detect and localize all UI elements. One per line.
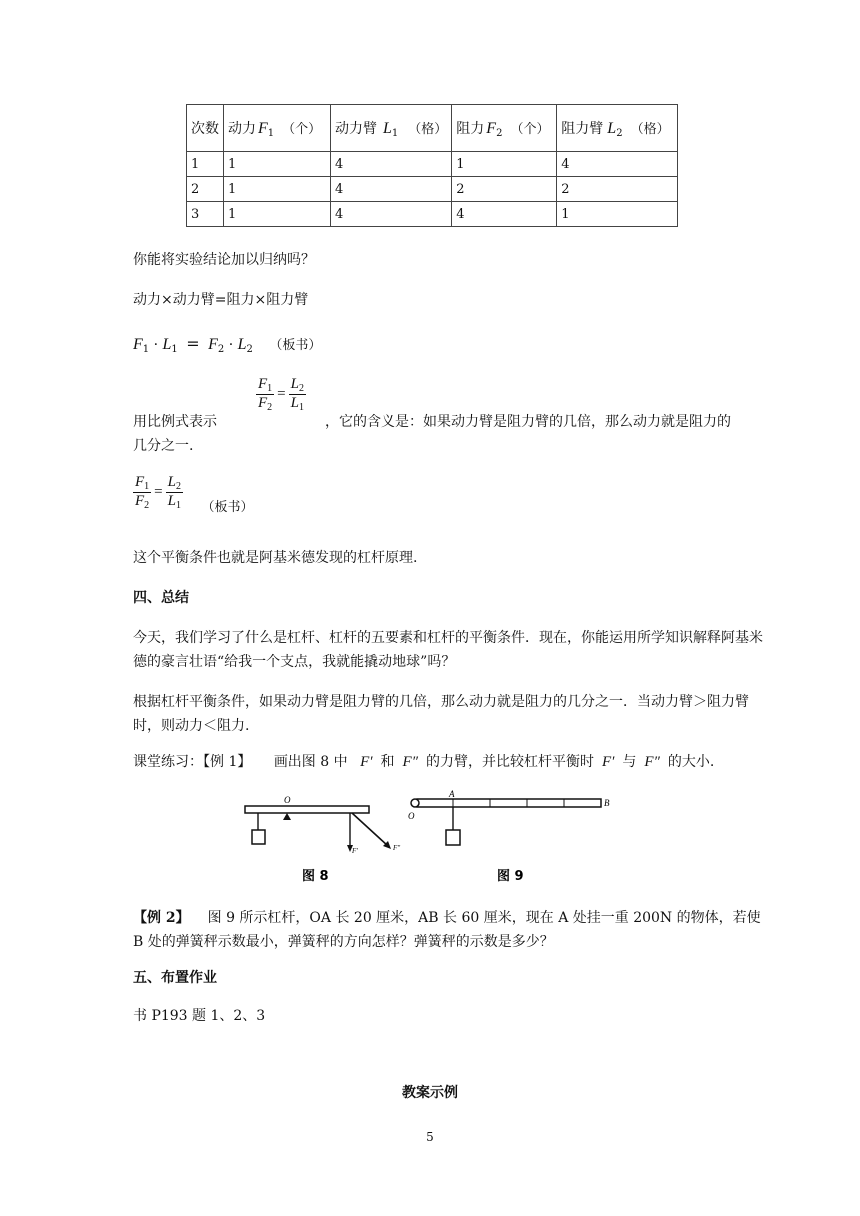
frac-l1: L [167,493,176,509]
header-l2-symbol: L [607,119,617,137]
header-l2-unit: （格） [630,121,670,137]
header-f1-label: 动力 [228,120,256,137]
experiment-table [186,104,678,227]
homework: 书 P193 题 1、2、3 [133,1008,266,1024]
frac-f1-sub: 1 [144,481,150,492]
header-l2 [557,105,678,152]
formula-l1: L [162,336,172,353]
table-cell: 3 [187,202,224,227]
table-cell: 1 [224,177,331,202]
header-f1-unit: （个） [282,121,322,137]
table-cell: 1 [557,202,678,227]
header-count [187,105,224,152]
ratio-tail-part2: 几分之一. [133,438,194,454]
example-1-text-3: 的大小. [667,754,715,770]
formula-l2: L [237,336,247,353]
example-1-prefix: 课堂练习：【例 1】 [133,754,252,770]
fraction-den [289,395,306,413]
header-l2-label: 阻力臂 [561,120,604,137]
header-f2-label: 阻力 [456,120,485,137]
table-cell: 2 [557,177,678,202]
fig9-label-o: O [408,811,415,821]
example-1-text-2: 的力臂，并比较杠杆平衡时 [425,754,594,770]
frac-f2-sub: 2 [267,402,273,413]
fig9-weight [446,830,460,845]
header-l1-unit: （格） [408,121,448,137]
formula-f1: F [133,336,143,353]
frac-f1: F [135,474,145,490]
summary-paragraph-1: 今天，我们学习了什么是杠杆、杠杆的五要素和杠杆的平衡条件．现在，你能运用所学知识解释阿基米德的豪言壮语“给我一个支点，我就能撬动地球”吗？ [133,630,763,670]
fraction-den [256,395,274,413]
fig8-caption: 图 8 [302,869,329,884]
frac-f2-sub: 2 [144,500,150,511]
formula-l1-sub: 1 [171,344,178,355]
table-row [187,177,678,202]
example-1-force-1: F′ [360,754,373,770]
archimedes-principle: 这个平衡条件也就是阿基米德发现的杠杆原理. [133,550,418,566]
frac-f1: F [258,376,268,392]
ratio-formula-board [133,474,253,515]
header-f1 [224,105,331,152]
ratio-lead: 用比例式表示 [133,414,217,430]
figure-9-lever [405,790,620,886]
fig8-label-o: O [284,795,291,805]
question-summarize: 你能将实验结论加以归纳吗？ [133,252,315,268]
table-cell: 1 [224,202,331,227]
formula-product [133,332,763,362]
ratio-tail-line1 [325,410,765,434]
frac-l2-sub: 2 [175,481,181,492]
example-1-and: 和 [380,754,395,770]
example-1-text-1: 画出图 8 中 [273,754,348,770]
table-cell: 4 [557,152,678,177]
fig8-force-2-line [352,813,388,846]
fig9-lever-bar [417,799,601,807]
fraction-num [166,474,183,493]
table-cell: 4 [452,202,557,227]
fraction-num [289,376,306,395]
fig9-label-a: A [449,790,455,799]
frac-f1-sub: 1 [267,383,273,394]
example-2-prefix: 【例 2】 [133,910,190,926]
fraction-f [133,474,151,511]
example-2 [133,906,763,954]
table-cell: 1 [224,152,331,177]
header-f2 [452,105,557,152]
fraction-den [166,493,183,511]
formula-dot: · [153,337,159,353]
header-f1-symbol: F [258,119,268,137]
section-4-heading: 四、总结 [133,590,189,606]
fig8-fulcrum [283,813,291,820]
fig8-weight [252,830,265,844]
header-l1 [331,105,452,152]
example-1-force-3: F′ [601,754,615,770]
table-row [187,152,678,177]
formula-f1-sub: 1 [142,344,150,355]
fraction-l [289,376,306,413]
frac-l2-sub: 2 [298,383,304,394]
frac-l2: L [167,474,176,490]
table-header-row [187,105,678,152]
ratio-formula-inline [256,376,306,413]
example-1-with: 与 [622,754,637,770]
fraction-den [133,493,151,511]
frac-l2: L [290,376,299,392]
table-cell: 1 [187,152,224,177]
frac-l1-sub: 1 [175,500,181,511]
frac-equals: = [154,484,163,500]
header-f2-symbol: F [486,119,497,137]
header-l1-sub: 1 [391,127,399,139]
formula-dot: · [228,337,234,353]
section-5-heading: 五、布置作业 [133,970,217,986]
fig9-label-b: B [604,798,610,808]
formula-f2: F [208,336,218,353]
ratio-board-note: （板书） [201,499,254,515]
frac-l1: L [290,395,299,411]
header-f2-unit: （个） [510,121,550,137]
frac-equals: = [277,386,286,402]
formula-board-note: （板书） [269,338,322,353]
fig8-label-f2: F″ [393,844,401,852]
example-1-force-2: F″ [402,754,418,770]
table-cell: 2 [452,177,557,202]
example-2-text: 图 9 所示杠杆，OA 长 20 厘米，AB 长 60 厘米，现在 A 处挂一重 200N 的物体，若使 B 处的弹簧秤示数最小，弹簧秤的方向怎样？弹簧秤的示数是多少？ [133,910,761,950]
fig8-lever-bar [245,806,369,813]
fraction-f [256,376,274,413]
conclusion-words: 动力×动力臂=阻力×阻力臂 [133,292,309,308]
table-cell: 4 [331,177,452,202]
formula-l2-sub: 2 [246,344,253,355]
fraction-num [133,474,151,493]
formula-equals: = [186,334,200,353]
header-f1-sub: 1 [267,127,275,139]
fig8-label-f1: F′ [352,847,358,855]
table-cell: 1 [452,152,557,177]
header-l2-sub: 2 [616,127,623,139]
header-l1-label: 动力臂 [335,120,377,137]
header-count-label: 次数 [191,121,219,137]
frac-f2: F [258,395,268,411]
ratio-tail-part1: ，它的含义是：如果动力臂是阻力臂的几倍，那么动力就是阻力的 [325,414,731,430]
fig9-caption: 图 9 [497,869,524,884]
header-f2-sub: 2 [496,127,503,139]
table-row [187,202,678,227]
table-cell: 4 [331,152,452,177]
page-number: 5 [426,1130,434,1144]
example-1 [133,750,763,774]
fig9-pivot [411,799,419,807]
table-cell: 2 [187,177,224,202]
summary-paragraph-2: 根据杠杆平衡条件，如果动力臂是阻力臂的几倍，那么动力就是阻力的几分之一．当动力臂＞阻力臂时，则动力＜阻力. [133,694,749,734]
footer-title: 教案示例 [402,1085,458,1101]
frac-f2: F [135,493,145,509]
frac-l1-sub: 1 [298,402,304,413]
figure-8-lever [240,790,420,886]
fraction-l [166,474,183,511]
formula-f2-sub: 2 [217,344,225,355]
table-cell: 4 [331,202,452,227]
header-l1-symbol: L [383,119,392,137]
fraction-num [256,376,274,395]
ratio-tail-line2 [133,434,763,458]
example-1-force-4: F″ [644,754,660,770]
